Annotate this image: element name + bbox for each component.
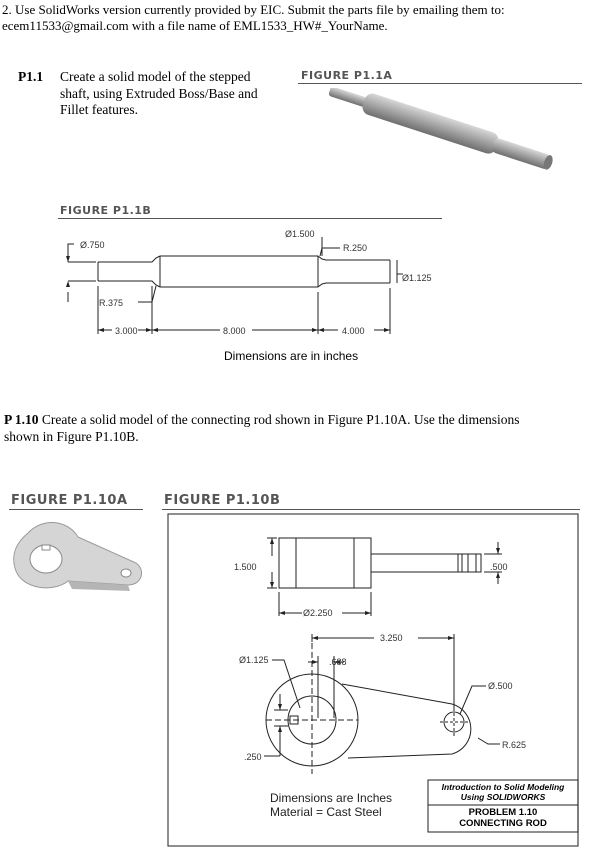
figure-p1-10b-rule	[162, 509, 580, 510]
intro-text	[2, 2, 505, 34]
stepped-shaft-3d-image	[320, 88, 560, 178]
dim-r-250: R.250	[343, 243, 368, 253]
figure-p1-10a-rule	[9, 509, 143, 510]
figure-p1-1a-title: FIGURE P1.1A	[301, 69, 393, 82]
problem-number-p1-10: P 1.10	[4, 412, 39, 427]
title-block-line-3: PROBLEM 1.10	[468, 807, 538, 818]
dim-length-3000: 3.000	[115, 326, 138, 336]
title-block-bottom	[429, 807, 577, 829]
dim-dia-1500: Ø1.500	[285, 229, 315, 239]
problem-number-p1-1: P1.1	[18, 69, 44, 84]
p1-1-line-2: shaft, using Extruded Boss/Base and	[60, 85, 258, 101]
figure-p1-1b-title: FIGURE P1.1B	[60, 204, 152, 217]
dim-height-1500: 1.500	[234, 562, 257, 572]
p1-1-line-3: Fillet features.	[60, 102, 138, 117]
intro-line-1: 2. Use SolidWorks version currently provided by EIC. Submit the parts file by emailing them to:	[2, 2, 505, 17]
p1-10-line-1: Create a solid model of the connecting rod shown in Figure P1.10A. Use the dimensions	[41, 412, 520, 427]
p1-10-line-2: shown in Figure P1.10B.	[4, 429, 139, 444]
figure-p1-1b-rule	[58, 218, 442, 219]
dimensions-note-p1-1: Dimensions are in inches	[224, 349, 359, 363]
intro-line-2: ecem11533@gmail.com with a file name of EML1533_HW#_YourName.	[2, 18, 388, 33]
dim-length-3250: 3.250	[380, 633, 403, 643]
figure-p1-10b-title: FIGURE P1.10B	[164, 493, 281, 508]
dim-dia-2250: Ø2.250	[303, 608, 333, 618]
dim-dia-1125: Ø1.125	[239, 655, 269, 665]
note-units: Dimensions are Inches	[270, 791, 393, 805]
dim-r-375: R.375	[99, 298, 124, 308]
problem-text-p1-1	[60, 69, 258, 119]
title-block-line-2: Using SOLIDWORKS	[460, 792, 546, 802]
title-block-line-1: Introduction to Solid Modeling	[441, 782, 565, 792]
dim-height-500: .500	[490, 562, 508, 572]
problem-text-p1-10	[4, 411, 592, 445]
figure-p1-10a-title: FIGURE P1.10A	[11, 493, 128, 508]
dimensions-note-p1-10	[270, 791, 392, 819]
dim-length-4000: 4.000	[342, 326, 365, 336]
title-block-line-4: CONNECTING ROD	[459, 818, 547, 829]
dim-dia-750: Ø.750	[80, 240, 105, 250]
p1-1-line-1: Create a solid model of the stepped	[60, 69, 251, 84]
dim-width-688: .688	[329, 657, 347, 667]
dim-length-8000: 8.000	[223, 326, 246, 336]
dim-dia-500: Ø.500	[488, 681, 513, 691]
connecting-rod-3d-image	[8, 515, 146, 595]
title-block-top	[429, 782, 577, 802]
figure-p1-1a-rule	[298, 83, 582, 84]
note-material: Material = Cast Steel	[270, 805, 382, 819]
dim-dia-1125: Ø1.125	[402, 273, 432, 283]
dim-r-625: R.625	[502, 740, 527, 750]
dim-width-250: .250	[244, 752, 262, 762]
